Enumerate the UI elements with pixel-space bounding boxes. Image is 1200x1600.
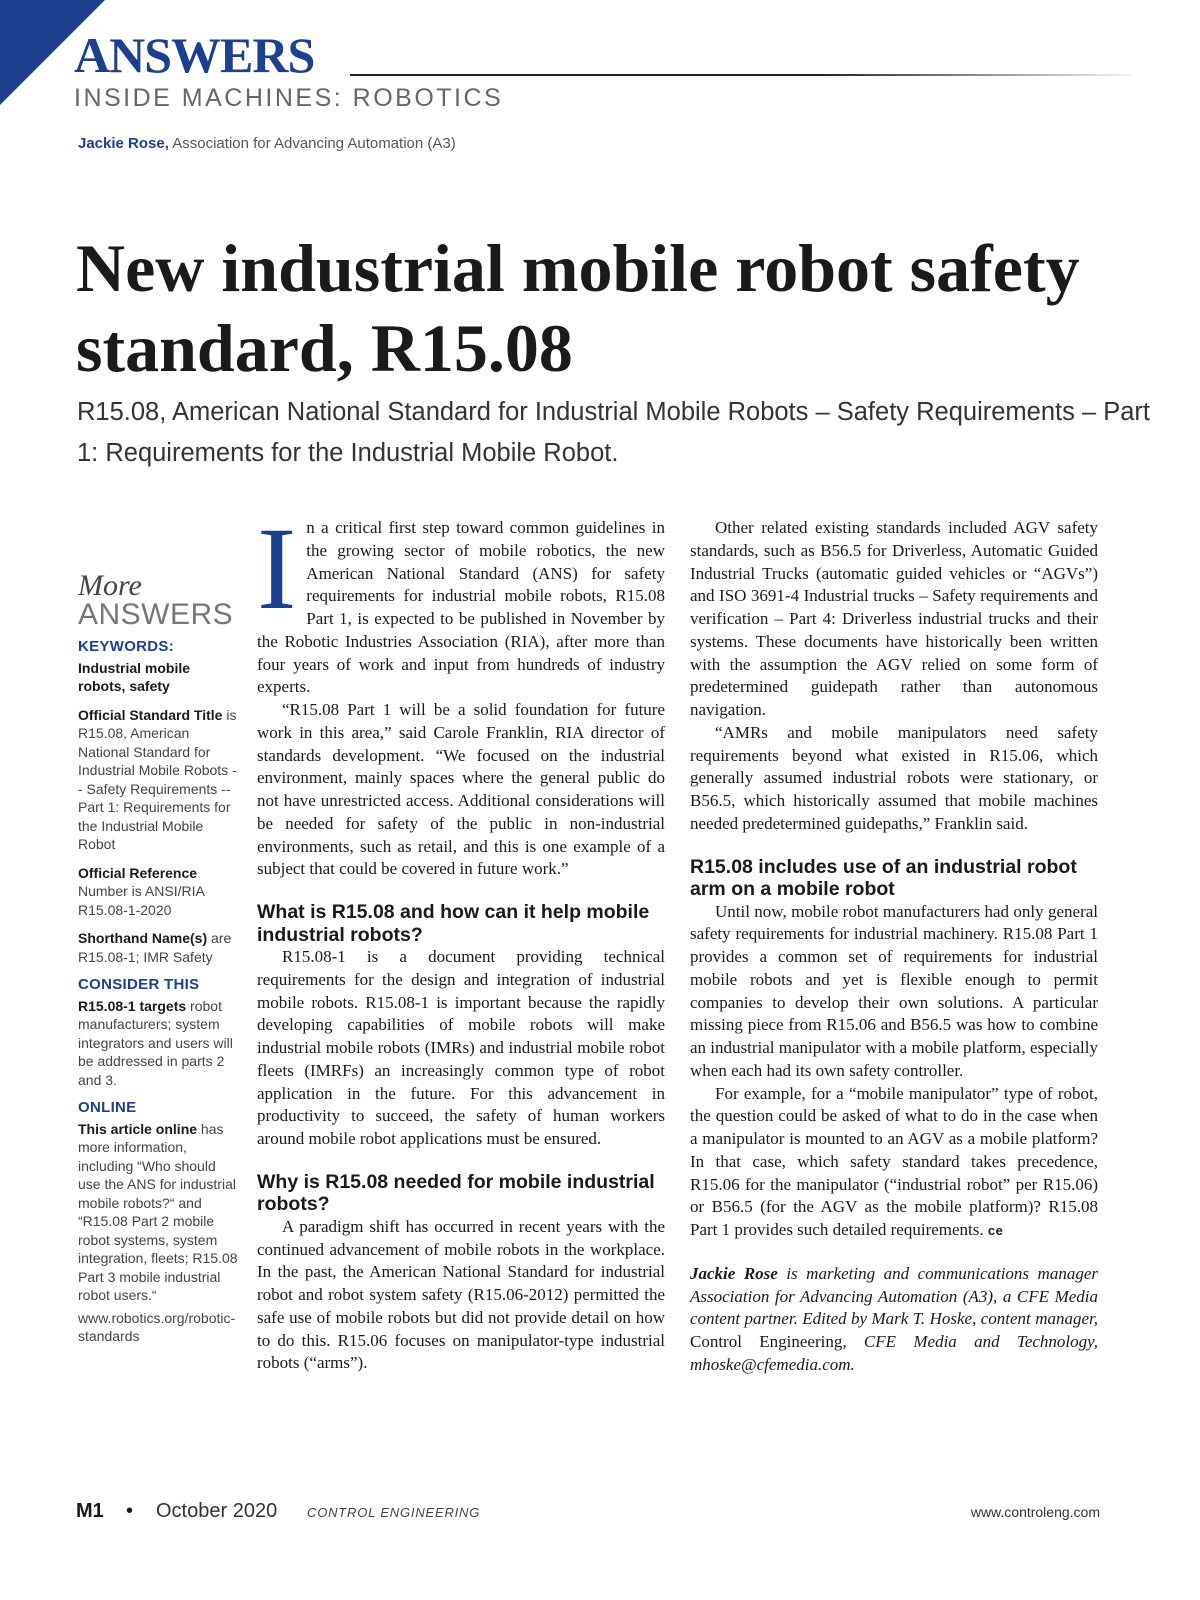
drop-cap: I [257,503,297,634]
paragraph-until-now: Until now, mobile robot manufacturers had only general safety requirements for industrial machinery. R15.08 Part 1 provides a common set of requirements for industrial mobile robots and yet is flexible enough to permit companies to develop their own solutions. A particular missing piece from R15.06 and B56.5 was how to combine an industrial manipulator with a mobile platform, especially when each had its own safety controller. [690,901,1098,1080]
paragraph-intro [257,503,665,699]
paragraph-other-standards: Other related existing standards included AGV safety standards, such as B56.5 for Driverless, Automatic Guided Industrial Trucks (automatic guided vehicles or “AGVs”) and ISO 3691-4 Industrial trucks – Safety requirements and verification – Part 4: Driverless industrial trucks and their systems. These documents have historically been written with the assumption the AGV relied on some form of predetermined guidepath rather than autonomous navigation. [690,518,1098,719]
standard-title-block [78,706,238,854]
paragraph-amrs-quote: “AMRs and mobile manipulators need safety requirements beyond what existed in R15.06, which generally assumed industrial robots were stationary, or B56.5, which historically assumed that mobile machines needed predetermined guidepaths,” Franklin said. [690,722,1098,833]
online-block [78,1120,238,1305]
shorthand-block [78,929,238,966]
page-number: M1 [76,1500,104,1522]
shorthand-text: are R15.08-1; IMR Safety [78,930,232,965]
more-answers-sidebar [78,569,238,1350]
end-mark: ce [987,1223,1004,1238]
paragraph-example [690,1083,1098,1243]
magazine-name: CONTROL ENGINEERING [307,1505,481,1520]
article-column-1 [257,503,665,1375]
bio-text-a: is marketing and communications manager Association for Advancing Automation (A3), a CFE Media content partner. Edited by Mark T. Hoske, content manager, [690,1263,1098,1329]
online-label: This article online [78,1120,198,1137]
sidebar-answers: ANSWERS [78,598,234,631]
keywords-heading: KEYWORDS: [78,638,175,655]
paragraph-what-is: R15.08-1 is a document providing technical requirements for the design and integration of industrial mobile robots. R15.08-1 is important because the rapidly developing capabilities of mobile robots will make industrial mobile robots (IMRs) and industrial mobile robot fleets (IMRFs) an increasingly common type of robot application in the future. For this advancement in productivity to succeed, the safety of human workers around mobile robot applications must be ensured. [257,947,665,1148]
consider-block [78,997,238,1090]
subhead-robot-arm: R15.08 includes use of an industrial robot arm on a mobile robot [690,855,1077,900]
article-title: New industrial mobile robot safety standard, R15.08 [76,230,1080,386]
subhead-why-needed: Why is R15.08 needed for mobile industrial robots? [257,1170,655,1216]
section-header: ANSWERS [74,27,315,83]
footer-bullet: • [126,1500,134,1522]
sidebar-more: More [78,569,142,602]
page-footer [76,1500,1100,1524]
subhead-what-is: What is R15.08 and how can it help mobile industrial robots? [257,901,650,946]
robotics-standards-link[interactable]: www.robotics.org/robotic-standards [78,1309,236,1344]
paragraph-example-text: For example, for a “mobile manipulator” type of robot, the question could be asked of what to do in the case when a manipulator is mounted to an AGV as a mobile platform? In that case, which safety standard takes precedence, R15.06 for the manipulator (“industrial robot” per R15.06) or B56.5 (for the AGV as the mobile platform)? R15.08 Part 1 provides such detailed requirements. [690,1083,1098,1239]
section-subheader: INSIDE MACHINES: ROBOTICS [74,84,504,112]
standard-title-label: Official Standard Title [78,706,223,723]
article-deck: R15.08, American National Standard for Industrial Mobile Robots – Safety Requirements – Part 1: Requirements for the Industrial Mobile Robot. [77,398,1150,467]
paragraph-why-needed: A paradigm shift has occurred in recent years with the continued advancement of mobile robots in the workplace. In the past, the American National Standard for industrial robot and robot system safety (R15.06-2012) permitted the safe use of mobile robots but did not provide detail on how to do this. R15.06 focuses on manipulator-type industrial robots (“arms”). [257,1216,665,1373]
issue-date: October 2020 [156,1500,278,1522]
online-text: has more information, including “Who should use the ANS for industrial mobile robots?“ and “R15.08 Part 2 mobile robot systems, system integration, fleets; R15.08 Part 3 mobile industrial robot users.“ [78,1120,238,1303]
bio-text-b: , CFE Media and Technology, mhoske@cfemedia.com. [690,1332,1098,1374]
online-heading: ONLINE [78,1099,137,1116]
footer-url[interactable]: www.controleng.com [970,1504,1100,1520]
byline [78,135,456,152]
consider-heading: CONSIDER THIS [78,976,200,993]
paragraph-intro-text: n a critical first step toward common guidelines in the growing sector of mobile robotics, the new American National Standard (ANS) for safety requirements for industrial mobile robots, R15.08 Part 1, is expected to be published in November by the Robotic Industries Association (RIA), after more than four years of work and input from hundreds of industry experts. [257,518,665,697]
standard-title-text: is R15.08, American National Standard for Industrial Mobile Robots -- Safety Requirements -- Part 1: Requirements for the Industrial Mobile Robot [78,706,237,852]
reference-label: Official Reference [78,864,198,881]
author-affiliation: Association for Advancing Automation (A3) [172,135,456,152]
reference-text: Number is ANSI/RIA R15.08-1-2020 [78,883,205,918]
reference-block [78,864,238,920]
author-name: Jackie Rose, [78,135,169,152]
author-bio [690,1263,1098,1377]
bio-publication: Control Engineering [690,1332,843,1351]
shorthand-label: Shorthand Name(s) [78,930,208,946]
header-rule [350,74,1132,76]
consider-text: robot manufacturers; system integrators and users will be addressed in parts 2 and 3. [78,997,233,1088]
keywords-text: Industrial mobile robots, safety [78,659,191,694]
paragraph-quote: “R15.08 Part 1 will be a solid foundation for future work in this area,” said Carole Franklin, RIA director of standards development. “We focused on the industrial environment, mainly spaces where the general public do not have unrestricted access. Additional considerations will be needed for safety of the public in non-industrial environments, such as retail, and this is one example of a subject that could be covered in future work.” [257,700,665,879]
article-column-2 [690,517,1098,1377]
bio-name: Jackie Rose [690,1263,778,1283]
consider-label: R15.08-1 targets [78,997,187,1014]
